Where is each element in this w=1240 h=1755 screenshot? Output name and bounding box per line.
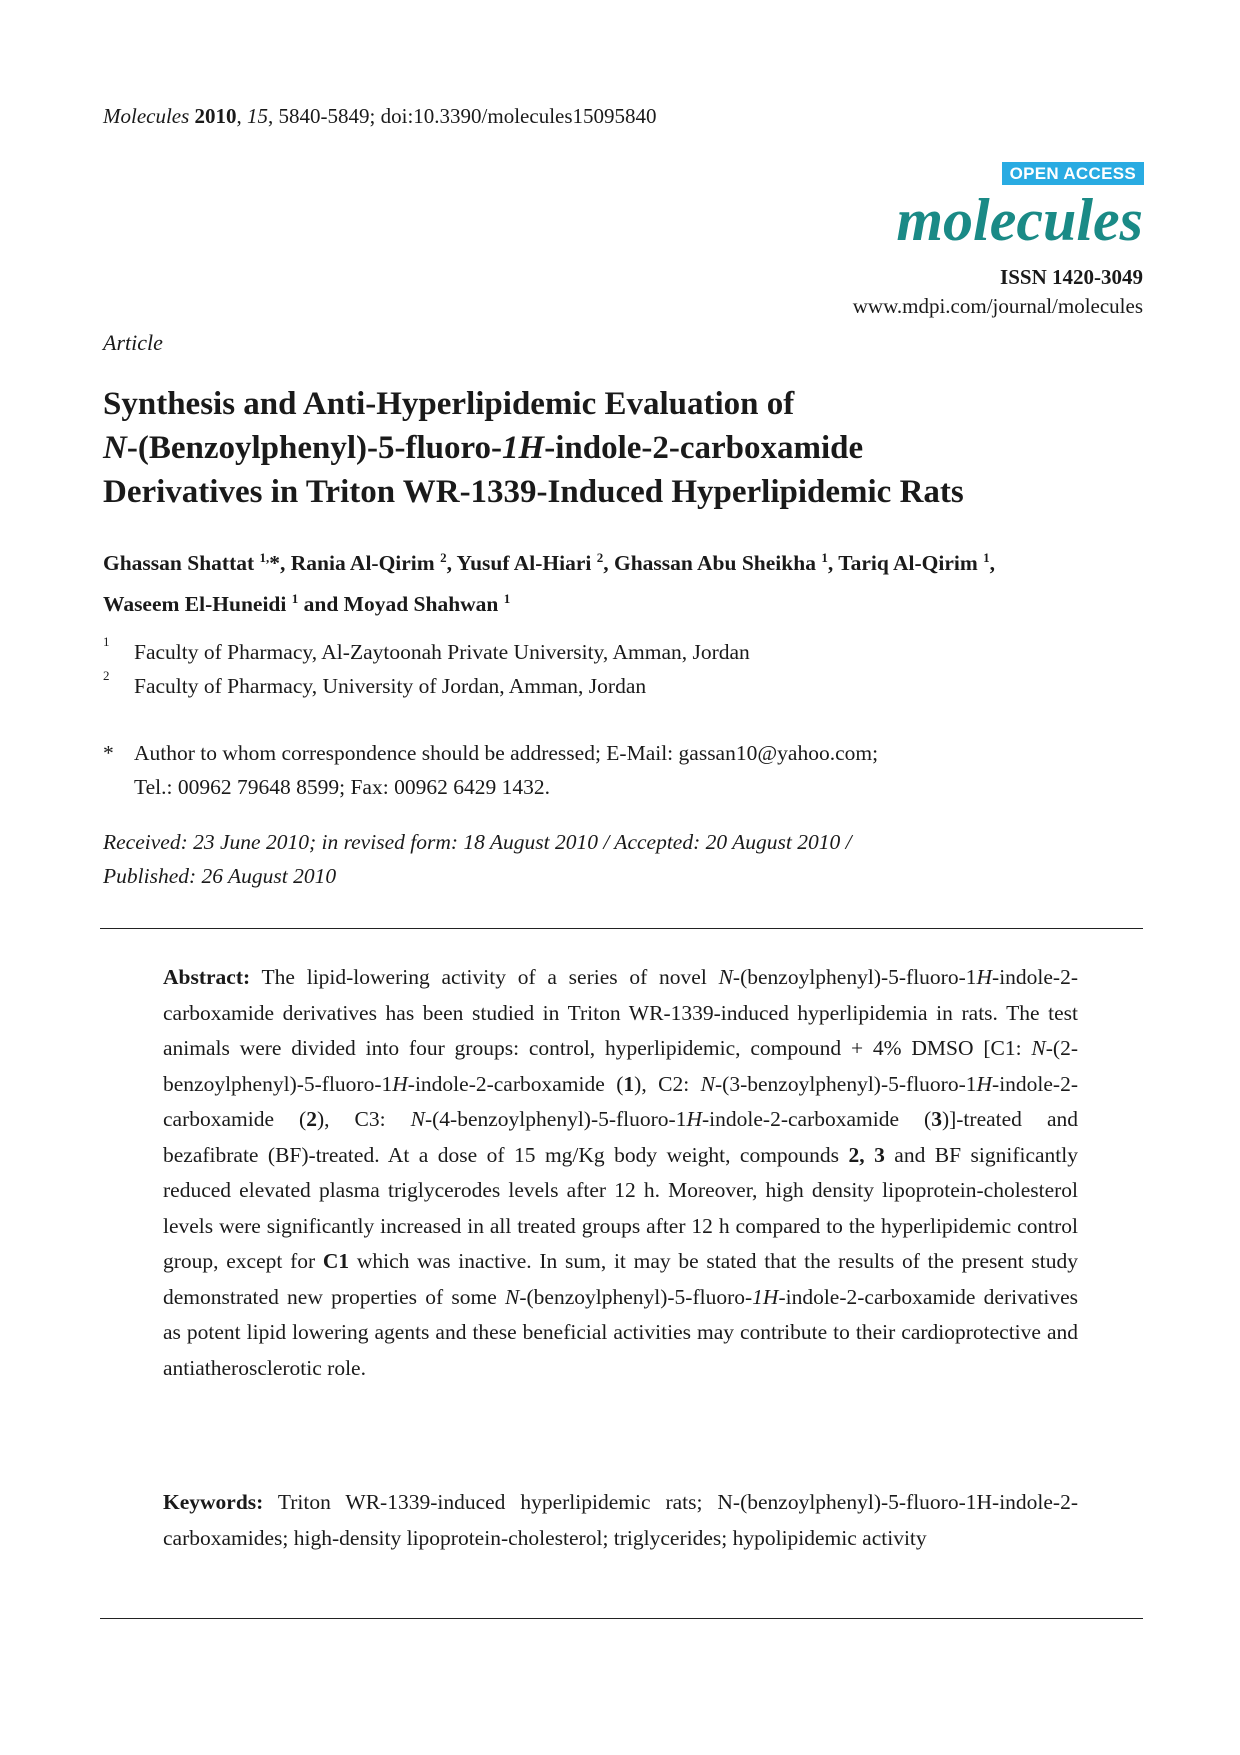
keywords: Keywords: Triton WR-1339-induced hyperlipidemic rats; N-(benzoylphenyl)-5-fluoro-1H-indole-2-carboxamides; high-density lipoprotein-cholesterol; triglycerides; hypolipidemic activity [163, 1490, 1078, 1550]
citation-line: Molecules 2010, 15, 5840-5849; doi:10.3390/molecules15095840 [103, 104, 657, 128]
top-divider [100, 928, 1143, 929]
author-name: Ghassan Shattat [103, 551, 255, 576]
title-line-1: Synthesis and Anti-Hyperlipidemic Evaluation of [103, 386, 795, 422]
author-name: Rania Al-Qirim [290, 551, 435, 576]
author-name: Yusuf Al-Hiari [456, 551, 592, 576]
author-name: Ghassan Abu Sheikha [613, 551, 816, 576]
author-name: Waseem El-Huneidi [103, 592, 287, 617]
citation-journal: Molecules [103, 104, 190, 128]
author-list: Ghassan Shattat $^{1,}$*, Rania Al-Qirim $^2$, Yusuf Al-Hiari $^2$, Ghassan Abu Sheikha $^1$, Tariq Al-Qirim $^1$, Waseem El-Huneidi $^1$ and Moyad Shahwan $^1$ [103, 550, 996, 617]
correspondence-line-2: Tel.: 00962 79648 8599; Fax: 00962 6429 1432. [134, 775, 550, 799]
title-line-2: N-(Benzoylphenyl)-5-fluoro-1H-indole-2-carboxamide [103, 430, 864, 466]
bottom-divider [100, 1618, 1143, 1619]
citation-year: 2010 [194, 104, 237, 128]
abstract-label: Abstract: [163, 965, 251, 989]
open-access-badge: OPEN ACCESS [1002, 162, 1144, 185]
publication-dates: Received: 23 June 2010; in revised form: 18 August 2010 / Accepted: 20 August 2010 / Published: 26 August 2010 [103, 830, 852, 888]
correspondence-line-1: Author to whom correspondence should be addressed; E-Mail: gassan10@yahoo.com; [134, 741, 879, 765]
journal-logo: molecules [896, 187, 1143, 253]
citation-volume: 15 [247, 104, 269, 128]
journal-url[interactable]: www.mdpi.com/journal/molecules [852, 294, 1143, 318]
author-name: Tariq Al-Qirim [838, 551, 978, 576]
author-name: Moyad Shahwan [343, 592, 499, 617]
abstract: Abstract: The lipid-lowering activity of a series of novel N-(benzoylphenyl)-5-fluoro-1H-indole-2-carboxamide derivatives has been studied in Triton WR-1339-induced hyperlipidemia in rats. The test animals were divided into four groups: control, hyperlipidemic, compound + 4% DMSO [C1: N-(2-benzoylphenyl)-5-fluoro-1H-indole-2-carboxamide (1), C2: N-(3-benzoylphenyl)-5-fluoro-1H-indole-2-carboxamide (2), C3: N-(4-benzoylphenyl)-5-fluoro-1H-indole-2-carboxamide (3)]-treated and bezafibrate (BF)-treated. At a dose of 15 mg/Kg body weight, compounds 2, 3 and BF significantly reduced elevated plasma triglycerodes levels after 12 h. Moreover, high density lipoprotein-cholesterol levels were significantly increased in all treated groups after 12 h compared to the hyperlipidemic control group, except for C1 which was inactive. In sum, it may be stated that the results of the present study demonstrated new properties of some N-(benzoylphenyl)-5-fluoro-1H-indole-2-carboxamide derivatives as potent lipid lowering agents and these beneficial activities may contribute to their cardioprotective and antiatherosclerotic role. [163, 965, 1078, 1380]
citation-pages-doi: , 5840-5849; doi:10.3390/molecules15095840 [268, 104, 657, 128]
title-line-3: Derivatives in Triton WR-1339-Induced Hyperlipidemic Rats [103, 474, 964, 510]
keywords-label: Keywords: [163, 1490, 264, 1514]
issn: ISSN 1420-3049 [1000, 265, 1143, 289]
paper-title [103, 382, 1143, 514]
article-type: Article [103, 330, 163, 355]
